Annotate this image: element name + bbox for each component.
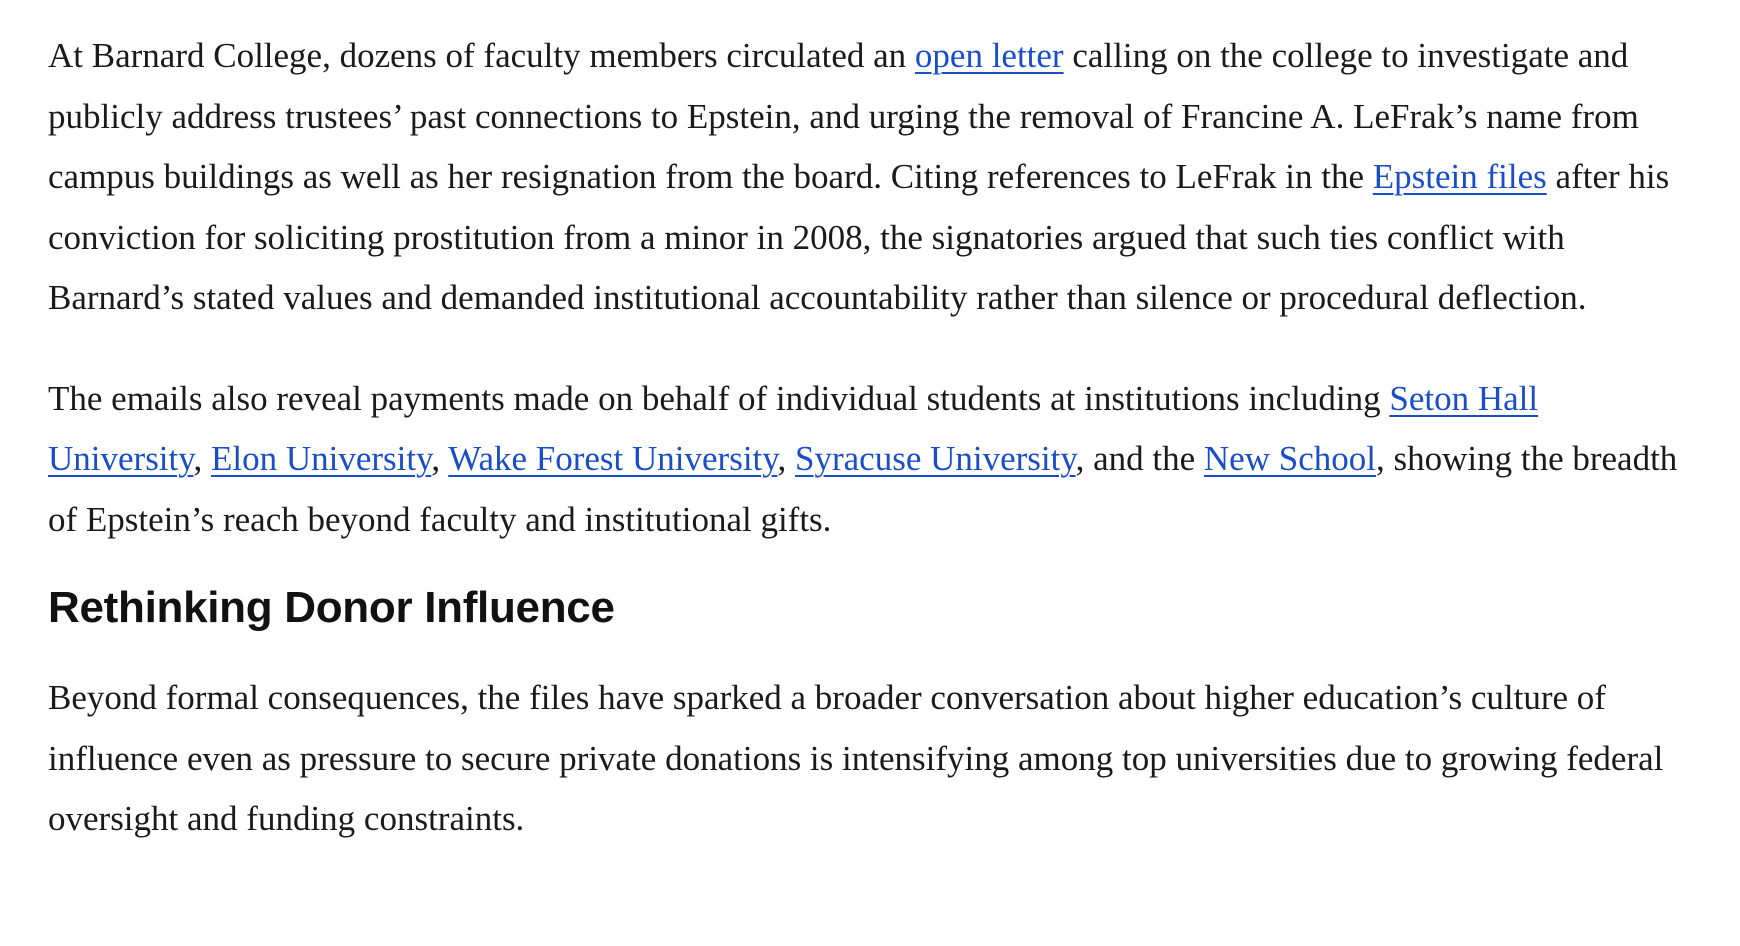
paragraph-text: after his conviction for soliciting prostitution from a minor in 2008, the signatories argued that such ties conflict with Barnard’s stated values and demanded institutional accountability rather than silence or procedural deflection. (48, 157, 1670, 317)
link-seton-hall-university[interactable]: Seton Hall University (48, 378, 1539, 478)
link-elon-university[interactable]: Elon University (211, 439, 432, 478)
link-syracuse-university[interactable]: Syracuse University (795, 439, 1076, 478)
article-body (48, 26, 1698, 850)
separator-text: , (193, 439, 211, 478)
paragraph-emails (48, 369, 1698, 551)
paragraph-text: The emails also reveal payments made on behalf of individual students at institutions including (48, 378, 1390, 418)
link-open-letter[interactable]: open letter (914, 36, 1064, 75)
paragraph-text: calling on the college to investigate and publicly address trustees’ past connections to Epstein, and urging the removal of Francine A. LeFrak’s name from campus buildings as well as her resignation from the board. Citing references to LeFrak in the (48, 36, 1639, 196)
link-epstein-files[interactable]: Epstein files (1372, 157, 1547, 196)
paragraph-influence: Beyond formal consequences, the files have sparked a broader conversation about higher education’s culture of influence even as pressure to secure private donations is intensifying among top universities due to growing federal oversight and funding constraints. (48, 678, 1664, 838)
separator-text: , (777, 439, 796, 478)
separator-text: , (431, 439, 449, 478)
paragraph-text: At Barnard College, dozens of faculty members circulated an (48, 36, 915, 75)
link-wake-forest-university[interactable]: Wake Forest University (448, 439, 778, 478)
separator-text: , and the (1075, 439, 1204, 478)
link-new-school[interactable]: New School (1203, 439, 1376, 478)
paragraph-barnard (48, 26, 1698, 329)
paragraph-text: , showing the breadth of Epstein’s reach beyond faculty and institutional gifts. (48, 439, 1678, 539)
section-heading: Rethinking Donor Influence (48, 583, 615, 632)
